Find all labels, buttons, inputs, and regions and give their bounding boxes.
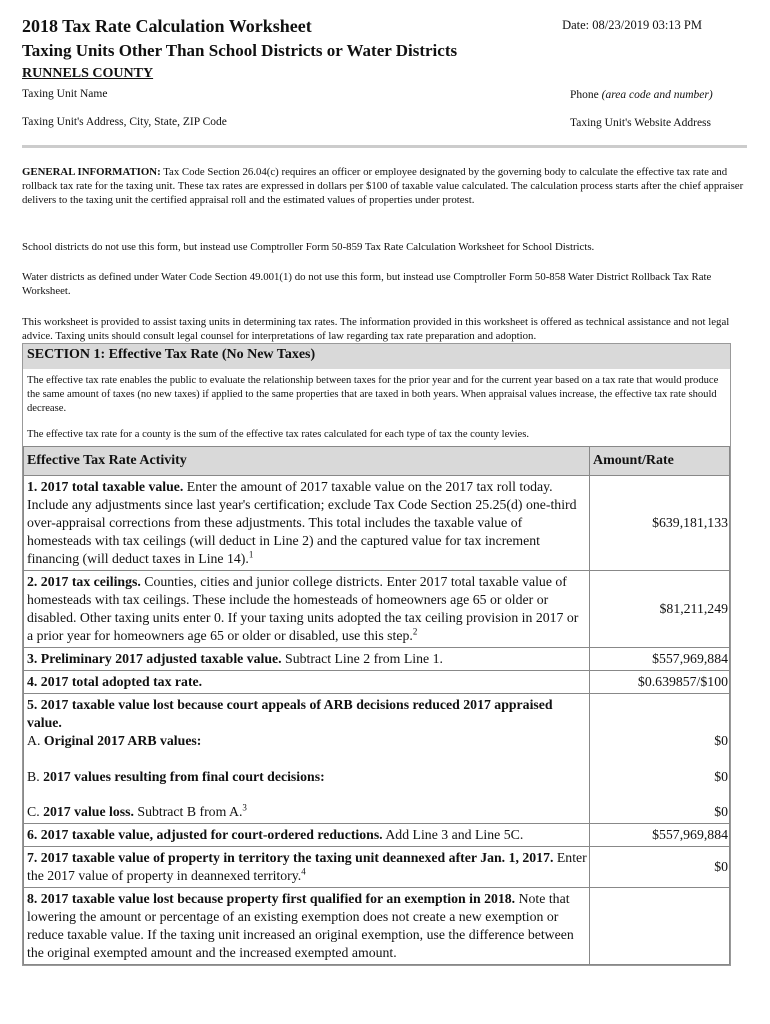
phone-hint: (area code and number) [601, 89, 713, 101]
general-lead: GENERAL INFORMATION: [22, 166, 161, 178]
line-5a [27, 732, 587, 750]
line-5b-prefix: B. [27, 769, 44, 784]
table-header-row [24, 447, 730, 476]
phone-label-group [570, 89, 713, 101]
line-3-text: Subtract Line 2 from Line 1. [281, 651, 443, 666]
line-6-amount: $557,969,884 [590, 824, 730, 847]
line-5c [27, 803, 587, 821]
col-amount: Amount/Rate [590, 447, 730, 476]
line-5b-amount: $0 [714, 769, 728, 784]
line-1-text: Enter the amount of 2017 taxable value on the 2017 tax roll today. Include any adjustments since last year's certification; exclude Tax Code Section 25.25(d) one-third over-appraisal corrections from these adjustments. This total includes the taxable value of homesteads with tax ceilings (will deduct in Line 2) and the captured value for tax increment financing (will deduct taxes in Line 14). [27, 479, 577, 566]
line-3-description [24, 648, 590, 671]
table-row [24, 888, 730, 965]
line-7-title: 7. 2017 taxable value of property in territory the taxing unit deannexed after Jan. 1, 2017. [27, 850, 554, 865]
footnote-ref: 3 [242, 802, 247, 813]
footnote-ref: 4 [301, 866, 306, 877]
line-8-title: 8. 2017 taxable value lost because property first qualified for an exemption in 2018. [27, 891, 516, 906]
line-2-description [24, 571, 590, 648]
line-1-description [24, 476, 590, 571]
effective-rate-table [23, 446, 730, 965]
table-row [24, 476, 730, 571]
line-5b-label: 2017 values resulting from final court decisions: [43, 769, 325, 784]
taxing-unit-name-label: Taxing Unit Name [22, 88, 108, 100]
worksheet-subtitle: Taxing Units Other Than School Districts or Water Districts [22, 41, 458, 60]
col-activity: Effective Tax Rate Activity [24, 447, 590, 476]
school-district-note: School districts do not use this form, but instead use Comptroller Form 50-859 Tax Rate Calculation Worksheet for School Districts. [22, 241, 595, 253]
worksheet-title: 2018 Tax Rate Calculation Worksheet [22, 16, 312, 36]
line-5-title: 5. 2017 taxable value lost because court appeals of ARB decisions reduced 2017 appraised value. [27, 697, 553, 730]
table-row [24, 824, 730, 847]
line-5a-label: Original 2017 ARB values: [43, 733, 202, 748]
line-5-description [24, 694, 590, 824]
section-1-intro-1: The effective tax rate enables the public to evaluate the relationship between taxes for the prior year and for the current year based on a tax rate that would produce the same amount of taxes (no new taxes) if applied to the same properties that are taxed in both years. When appraisal values increase, the effective tax rate should decrease. [27, 375, 719, 414]
footnote-ref: 2 [412, 626, 418, 637]
line-3-title: 3. Preliminary 2017 adjusted taxable value. [27, 651, 282, 666]
line-4-description [24, 671, 590, 694]
line-6-text: Add Line 3 and Line 5C. [382, 827, 524, 842]
line-5c-text: Subtract B from A. [133, 804, 243, 819]
line-1-title: 1. 2017 total taxable value. [27, 479, 184, 494]
footnote-ref: 1 [248, 549, 254, 560]
line-5c-amount: $0 [714, 804, 728, 819]
table-row [24, 671, 730, 694]
line-7-text: Enter the 2017 value of property in deannexed territory. [27, 850, 587, 883]
line-5a-prefix: A. [27, 733, 44, 748]
line-4-title: 4. 2017 total adopted tax rate. [27, 674, 203, 689]
address-label: Taxing Unit's Address, City, State, ZIP Code [22, 116, 227, 128]
line-5c-prefix: C. [27, 804, 44, 819]
table-row [24, 847, 730, 888]
line-5a-amount: $0 [714, 733, 728, 748]
line-4-amount: $0.639857/$100 [590, 671, 730, 694]
header-divider [22, 145, 747, 148]
line-1-amount: $639,181,133 [590, 476, 730, 571]
water-district-note: Water districts as defined under Water Code Section 49.001(1) do not use this form, but instead use Comptroller Form 50-858 Water District Rollback Tax Rate Worksheet. [22, 271, 712, 297]
line-5-amounts [590, 694, 730, 824]
line-8-amount [590, 888, 730, 965]
line-8-description [24, 888, 590, 965]
line-3-amount: $557,969,884 [590, 648, 730, 671]
table-row [24, 694, 730, 824]
section-1 [22, 343, 731, 966]
line-2-text: Counties, cities and junior college districts. Enter 2017 total taxable value of homesteads with tax ceilings. These include the homesteads of homeowners age 65 or older or disabled. Other taxing units enter 0. If your taxing units adopted the tax ceiling provision in 2017 or a prior year for homeowners age 65 or older or disabled, use this step. [27, 574, 579, 643]
line-5c-label: 2017 value loss. [43, 804, 134, 819]
county-name: RUNNELS COUNTY [22, 66, 154, 81]
phone-label: Phone [570, 89, 599, 101]
line-7-amount: $0 [590, 847, 730, 888]
line-5b [27, 768, 587, 786]
line-2-title: 2. 2017 tax ceilings. [27, 574, 141, 589]
table-row [24, 571, 730, 648]
section-1-intro [23, 369, 730, 446]
line-8-text: Note that lowering the amount or percentage of an existing exemption does not create a new exemption or reduce taxable value. If the taxing unit increased an original exemption, use the difference between the original exempted amount and the increased exempted amount. [27, 891, 574, 960]
table-row [24, 648, 730, 671]
assistance-note: This worksheet is provided to assist taxing units in determining tax rates. The information provided in this worksheet is offered as technical assistance and not legal advice. Taxing units should consult legal counsel for interpretations of law regarding tax rate preparation and adoption. [22, 316, 730, 342]
section-1-intro-2: The effective tax rate for a county is the sum of the effective tax rates calculated for each type of tax the county levies. [27, 429, 530, 440]
section-1-heading: SECTION 1: Effective Tax Rate (No New Taxes) [23, 344, 730, 369]
website-label: Taxing Unit's Website Address [570, 117, 711, 129]
line-6-title: 6. 2017 taxable value, adjusted for court-ordered reductions. [27, 827, 383, 842]
line-2-amount: $81,211,249 [590, 571, 730, 648]
general-information [22, 165, 744, 207]
line-6-description [24, 824, 590, 847]
date-stamp: Date: 08/23/2019 03:13 PM [562, 18, 702, 32]
general-text: Tax Code Section 26.04(c) requires an officer or employee designated by the governing body to calculate the effective tax rate and rollback tax rate for the taxing unit. These tax rates are expressed in dollars per $100 of taxable value calculated. The calculation process starts after the chief appraiser delivers to the taxing unit the certified appraisal roll and the estimated values of properties under protest. [22, 166, 744, 206]
line-7-description [24, 847, 590, 888]
